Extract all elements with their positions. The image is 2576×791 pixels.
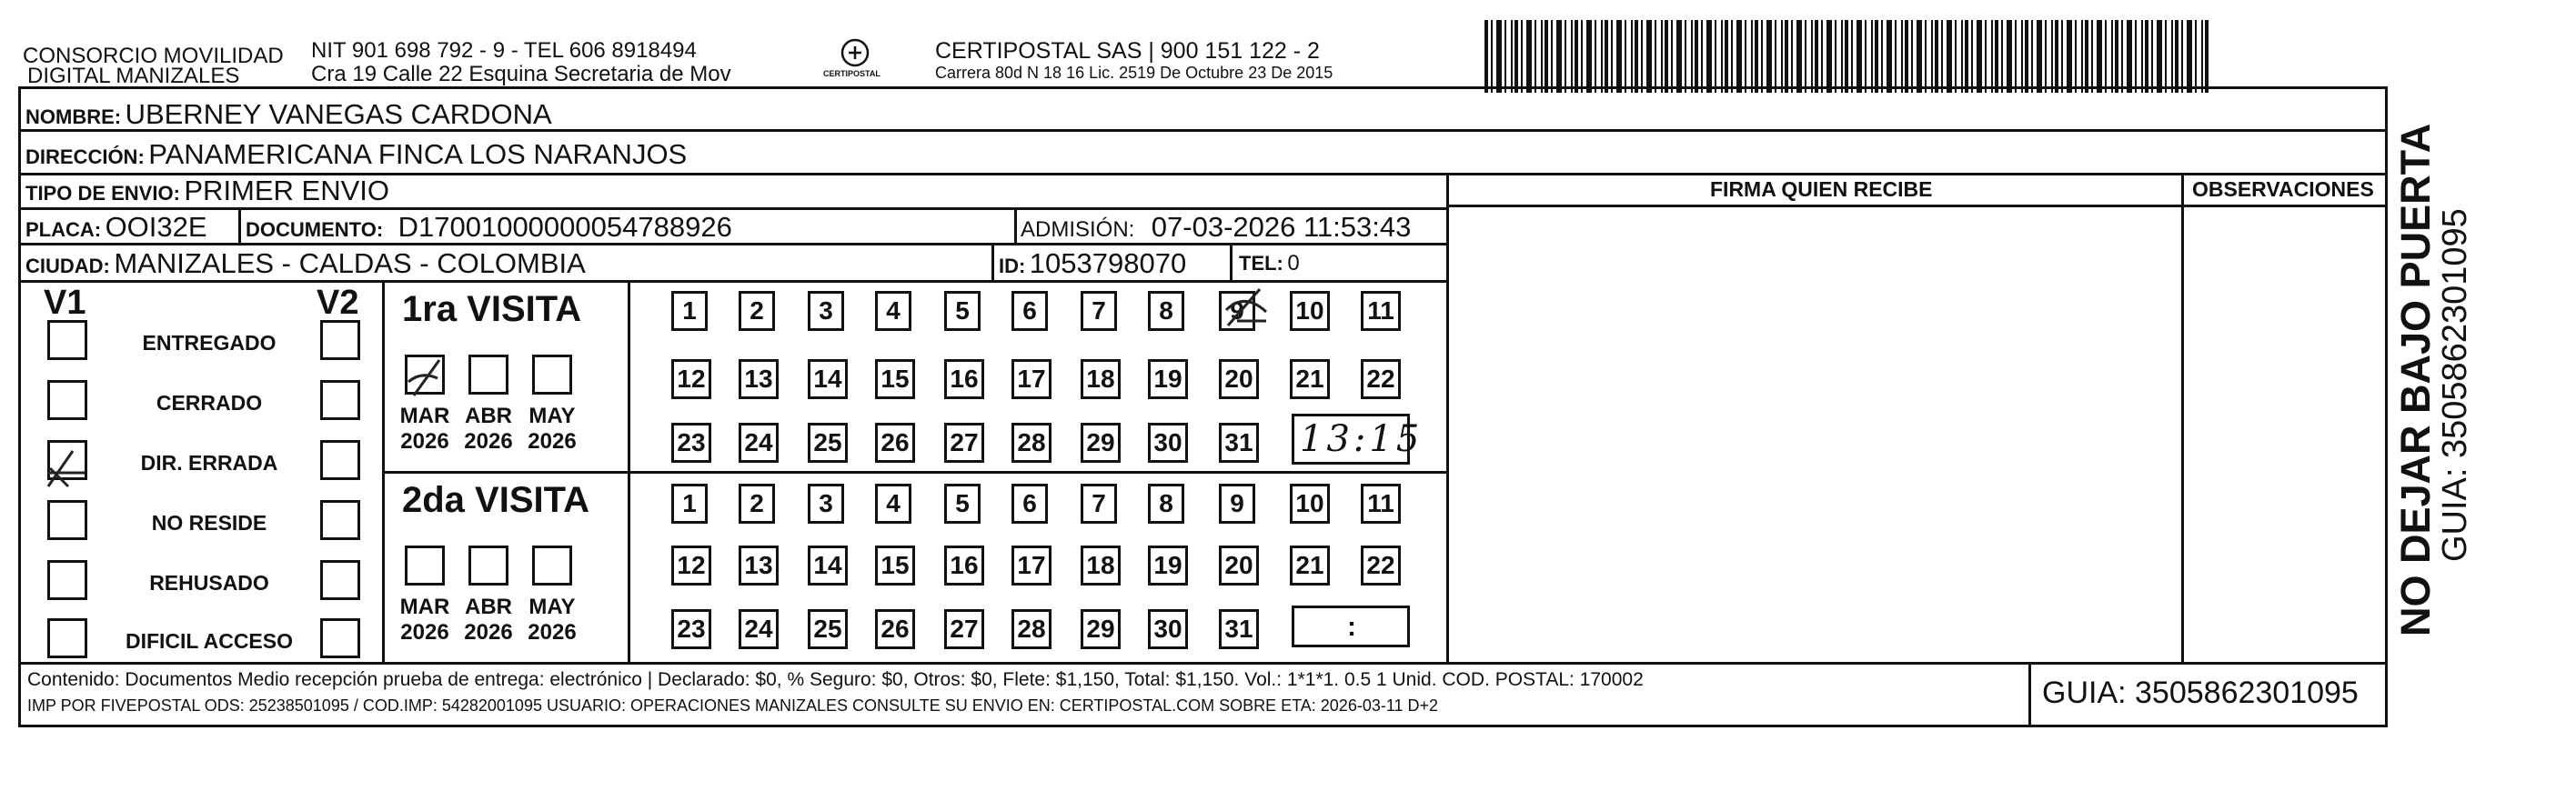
ciudad-row	[25, 247, 586, 280]
month-year: 2026	[400, 429, 449, 454]
month-label	[461, 595, 516, 646]
day-box[interactable]: 27	[944, 609, 984, 649]
day-box[interactable]: 24	[739, 609, 779, 649]
admision-row	[1021, 211, 1411, 244]
ciudad-label: CIUDAD:	[25, 255, 110, 277]
status-label: DIR. ERRADA	[140, 451, 278, 475]
day-box[interactable]: 17	[1011, 546, 1052, 586]
month-name: MAR	[399, 595, 450, 619]
day-box[interactable]: 21	[1290, 359, 1330, 399]
day-box[interactable]: 16	[944, 359, 984, 399]
day-box[interactable]: 9	[1219, 291, 1255, 331]
day-box[interactable]: 18	[1081, 546, 1121, 586]
day-box[interactable]: 3	[808, 291, 844, 331]
v1-header: V1	[44, 284, 86, 322]
day-box[interactable]: 20	[1219, 546, 1259, 586]
tipo-row	[25, 175, 389, 207]
day-box[interactable]: 17	[1011, 359, 1052, 399]
status-label: DIFICIL ACCESO	[125, 629, 293, 653]
documento-row	[246, 211, 732, 244]
month-year: 2026	[464, 620, 513, 645]
ciudad-value: MANIZALES - CALDAS - COLOMBIA	[114, 247, 586, 279]
v1-checkbox[interactable]	[47, 618, 87, 658]
month-label	[525, 404, 579, 455]
admision-value: 07-03-2026 11:53:43	[1151, 211, 1412, 243]
day-box[interactable]: 6	[1011, 291, 1048, 331]
month-name: ABR	[465, 404, 512, 428]
month-name: MAR	[399, 404, 450, 428]
day-box[interactable]: 24	[739, 423, 779, 463]
day-box[interactable]: 27	[944, 423, 984, 463]
v2-checkbox[interactable]	[320, 380, 360, 420]
v2-checkbox[interactable]	[320, 500, 360, 540]
day-box[interactable]: 13	[739, 359, 779, 399]
day-box[interactable]: 11	[1361, 484, 1401, 524]
id-row	[999, 247, 1186, 280]
day-box[interactable]: 31	[1219, 423, 1259, 463]
day-box[interactable]: 9	[1219, 484, 1255, 524]
day-box[interactable]: 31	[1219, 609, 1259, 649]
first-visit-time-box[interactable]	[1292, 414, 1424, 465]
day-box[interactable]: 5	[944, 291, 981, 331]
month-year: 2026	[528, 620, 577, 645]
nit-line: NIT 901 698 792 - 9 - TEL 606 8918494	[311, 38, 697, 63]
day-box[interactable]: 22	[1361, 359, 1401, 399]
v2-checkbox[interactable]	[320, 618, 360, 658]
day-box[interactable]: 29	[1081, 423, 1121, 463]
placa-row	[25, 211, 207, 244]
day-box[interactable]: 15	[875, 546, 915, 586]
v2-checkbox[interactable]	[320, 440, 360, 480]
day-box[interactable]: 5	[944, 484, 981, 524]
nombre-value: UBERNEY VANEGAS CARDONA	[125, 98, 552, 130]
day-box[interactable]: 8	[1148, 291, 1184, 331]
day-box[interactable]: 2	[739, 484, 775, 524]
month-checkbox[interactable]	[532, 546, 572, 586]
month-label	[397, 595, 452, 646]
placa-label: PLACA:	[25, 218, 102, 241]
handwritten-check-dir-errada	[41, 446, 96, 491]
tipo-label: TIPO DE ENVIO:	[25, 182, 180, 205]
day-box[interactable]: 3	[808, 484, 844, 524]
month-label	[397, 404, 452, 455]
status-label: ENTREGADO	[142, 331, 277, 355]
day-box[interactable]: 25	[808, 423, 848, 463]
day-box[interactable]: 20	[1219, 359, 1259, 399]
company-name-line2: DIGITAL MANIZALES	[27, 64, 240, 88]
day-box[interactable]: 13	[739, 546, 779, 586]
day-box[interactable]: 12	[671, 359, 711, 399]
admision-label: ADMISIÓN:	[1021, 217, 1135, 242]
carrier-line: CERTIPOSTAL SAS | 900 151 122 - 2	[935, 38, 1320, 64]
month-checkbox[interactable]	[532, 355, 572, 395]
status-label: NO RESIDE	[151, 511, 267, 535]
placa-value: OOI32E	[105, 211, 207, 243]
day-box[interactable]: 14	[808, 359, 848, 399]
month-name: MAY	[528, 404, 576, 428]
observaciones-area[interactable]	[2186, 209, 2384, 659]
day-box[interactable]: 14	[808, 546, 848, 586]
nombre-label: NOMBRE:	[25, 105, 122, 128]
first-visit-label: 1ra VISITA	[402, 289, 582, 329]
day-box[interactable]: 12	[671, 546, 711, 586]
tel-row	[1239, 251, 1300, 276]
v1-checkbox[interactable]	[47, 380, 87, 420]
status-label: CERRADO	[156, 391, 263, 415]
first-visit-time: 13:15	[1300, 418, 1424, 460]
day-box[interactable]: 25	[808, 609, 848, 649]
guia-box: GUIA: 3505862301095	[2042, 676, 2359, 710]
day-box[interactable]: 21	[1290, 546, 1330, 586]
day-box[interactable]: 28	[1011, 423, 1052, 463]
second-visit-label: 2da VISITA	[402, 480, 589, 520]
second-visit-time-box[interactable]	[1292, 606, 1410, 647]
day-box[interactable]: 10	[1290, 291, 1330, 331]
id-label: ID:	[999, 255, 1026, 277]
documento-value: D17001000000054788926	[397, 211, 732, 243]
month-label	[461, 404, 516, 455]
nombre-row	[25, 98, 552, 131]
day-box[interactable]: 6	[1011, 484, 1048, 524]
direccion-row	[25, 138, 687, 171]
v1-checkbox[interactable]	[47, 560, 87, 600]
v1-checkbox[interactable]	[47, 320, 87, 360]
v2-checkbox[interactable]	[320, 320, 360, 360]
day-box[interactable]: 7	[1081, 291, 1117, 331]
month-year: 2026	[528, 429, 577, 454]
day-box[interactable]: 26	[875, 609, 915, 649]
direccion-value: PANAMERICANA FINCA LOS NARANJOS	[148, 138, 688, 170]
documento-label: DOCUMENTO:	[246, 218, 384, 241]
firma-header: FIRMA QUIEN RECIBE	[1710, 177, 1933, 201]
month-checkbox[interactable]	[468, 355, 508, 395]
address-line: Cra 19 Calle 22 Esquina Secretaria de Mov	[311, 62, 731, 86]
side-guia: GUIA: 3505862301095	[2436, 208, 2474, 562]
day-box[interactable]: 4	[875, 291, 911, 331]
day-box[interactable]: 1	[671, 291, 708, 331]
month-checkbox[interactable]	[468, 546, 508, 586]
observaciones-header: OBSERVACIONES	[2192, 177, 2374, 201]
v2-header: V2	[317, 284, 359, 322]
day-box[interactable]: 11	[1361, 291, 1401, 331]
day-box[interactable]: 19	[1148, 546, 1188, 586]
carrier-address: Carrera 80d N 18 16 Lic. 2519 De Octubre 23 De 2015	[935, 64, 1333, 82]
month-checkbox[interactable]	[405, 546, 445, 586]
day-box[interactable]: 22	[1361, 546, 1401, 586]
day-box[interactable]: 23	[671, 609, 711, 649]
day-box[interactable]: 19	[1148, 359, 1188, 399]
day-box[interactable]: 15	[875, 359, 915, 399]
month-year: 2026	[464, 429, 513, 454]
id-value: 1053798070	[1029, 247, 1187, 279]
logo-caption: CERTIPOSTAL	[823, 69, 880, 78]
status-label: REHUSADO	[149, 571, 269, 595]
direccion-label: DIRECCIÓN:	[25, 145, 145, 168]
v2-checkbox[interactable]	[320, 560, 360, 600]
day-box[interactable]: 2	[739, 291, 775, 331]
side-warning: NO DEJAR BAJO PUERTA	[2392, 123, 2439, 636]
v1-checkbox[interactable]	[47, 500, 87, 540]
day-box[interactable]: 1	[671, 484, 708, 524]
handwritten-check-mar	[403, 355, 448, 400]
handwritten-check-day-9	[1219, 285, 1273, 330]
firma-area[interactable]	[1451, 209, 2179, 659]
tipo-value: PRIMER ENVIO	[184, 175, 390, 206]
imp-line: IMP POR FIVEPOSTAL ODS: 25238501095 / COD.IMP: 54282001095 USUARIO: OPERACIONES MANIZALES CONSULTE SU ENVIO EN: CERTIPOSTAL.COM SOBRE ETA: 2026-03-11 D+2	[27, 696, 1439, 715]
tel-value: 0	[1287, 251, 1300, 275]
day-box[interactable]: 29	[1081, 609, 1121, 649]
contenido-line: Contenido: Documentos Medio recepción prueba de entrega: electrónico | Declarado: $0, % Seguro: $0, Otros: $0, Flete: $1,150, Total: $1,150. Vol.: 1*1*1. 0.5 1 Unid. COD. POSTAL: 170002	[27, 669, 1644, 690]
day-box[interactable]: 26	[875, 423, 915, 463]
day-box[interactable]: 4	[875, 484, 911, 524]
day-box[interactable]: 10	[1290, 484, 1330, 524]
month-year: 2026	[400, 620, 449, 645]
month-name: ABR	[465, 595, 512, 619]
month-label	[525, 595, 579, 646]
month-name: MAY	[528, 595, 576, 619]
certipostal-logo-icon	[819, 36, 891, 86]
company-name-line1: CONSORCIO MOVILIDAD	[23, 44, 284, 68]
day-box[interactable]: 23	[671, 423, 711, 463]
day-box[interactable]: 30	[1148, 609, 1188, 649]
tel-label: TEL:	[1239, 252, 1283, 275]
second-visit-time: :	[1347, 612, 1356, 642]
day-box[interactable]: 28	[1011, 609, 1052, 649]
barcode	[1484, 20, 2210, 93]
day-box[interactable]: 30	[1148, 423, 1188, 463]
day-box[interactable]: 7	[1081, 484, 1117, 524]
day-box[interactable]: 18	[1081, 359, 1121, 399]
day-box[interactable]: 8	[1148, 484, 1184, 524]
day-box[interactable]: 16	[944, 546, 984, 586]
